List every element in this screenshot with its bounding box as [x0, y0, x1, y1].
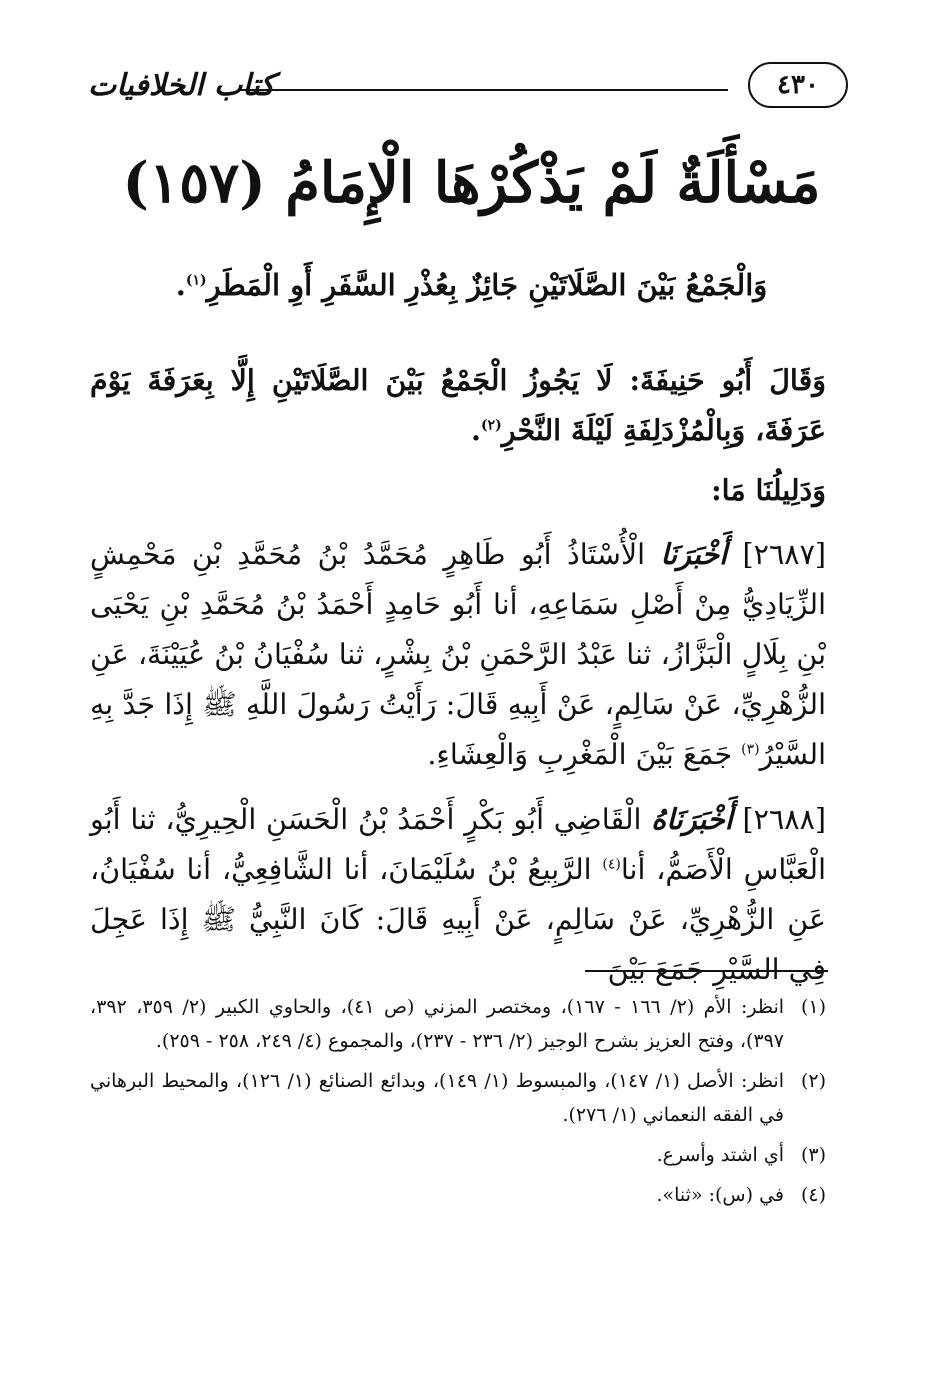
issue-statement-end: . [175, 268, 186, 302]
footnote-ref-1: (١) [185, 272, 207, 289]
hadith-2687-text-1: الْأُسْتَاذُ أَبُو طَاهِرٍ مُحَمَّدُ بْنُ مُحَمَّدِ بْنِ مَحْمِشٍ الزِّيَادِيُّ مِنْ أَصْلِ سَمَاعِهِ، أنا أَبُو حَامِدٍ أَحْمَدُ بْنُ مُحَمَّدِ بْنِ يَحْيَى بْنِ بِلَالٍ الْبَزَّازُ، ثنا عَبْدُ الرَّحْمَنِ بْنُ بِشْرٍ، ثنا سُفْيَانُ بْنُ عُيَيْنَةَ، عَنِ الزُّهْرِيِّ، عَنْ سَالِمٍ، عَنْ أَبِيهِ قَالَ: رَأَيْتُ رَسُولَ اللَّهِ ﷺ إِذَا جَدَّ بِهِ السَّيْرُ [90, 538, 826, 771]
issue-statement-text: وَالْجَمْعُ بَيْنَ الصَّلَاتَيْنِ جَائِزٌ بِعُذْرِ السَّفَرِ أَوِ الْمَطَرِ [206, 268, 768, 302]
issue-title: مَسْأَلَةٌ لَمْ يَذْكُرْهَا الْإِمَامُ (١٥٧) [122, 150, 821, 216]
footnotes [90, 990, 826, 1218]
hadith-2687-text-2: جَمَعَ بَيْنَ الْمَغْرِبِ وَالْعِشَاءِ. [427, 738, 742, 771]
hadith-2688-akhbarana: أَخْبَرَنَاهُ [651, 802, 733, 836]
footnote-ref-2: (٢) [480, 417, 502, 434]
hadith-2687-akhbarana: أَخْبَرَنَا [660, 537, 728, 571]
hadith-2688 [90, 794, 826, 995]
footnote-ref-4: (٤) [602, 856, 621, 873]
hadith-2688-text-2: الرَّبِيعُ بْنُ سُلَيْمَانَ، أنا الشَّافِعِيُّ، أنا سُفْيَانُ، عَنِ الزُّهْرِيِّ، عَنْ سَالِمٍ، عَنْ أَبِيهِ قَالَ: كَانَ النَّبِيُّ ﷺ إِذَا عَجِلَ فِي السَّيْرِ جَمَعَ بَيْنَ [90, 853, 826, 986]
footnote-1 [90, 990, 826, 1058]
abu-hanifa-text: وَقَالَ أَبُو حَنِيفَةَ: لَا يَجُوزُ الْجَمْعُ بَيْنَ الصَّلَاتَيْنِ إِلَّا بِعَرَفَةَ يَوْمَ عَرَفَةَ، وَبِالْمُزْدَلِفَةِ لَيْلَةَ النَّحْرِ [90, 363, 826, 447]
header-rule [238, 89, 728, 91]
hadith-2687-number: [٢٦٨٧] [727, 538, 826, 571]
footnote-number: (٤) [800, 1184, 826, 1206]
page-header [88, 62, 848, 112]
book-title: كتاب الخلافيات [88, 68, 275, 103]
hadith-2688-number: [٢٦٨٨] [732, 803, 826, 836]
footnote-text: في (س): «ثنا». [656, 1184, 784, 1206]
footnote-ref-3: (٣) [741, 741, 760, 758]
evidence-heading: وَدَلِيلُنَا مَا: [711, 473, 826, 507]
abu-hanifa-paragraph [90, 355, 826, 455]
footnote-3 [90, 1138, 826, 1172]
footnote-number: (٢) [800, 1070, 826, 1092]
main-text [90, 355, 826, 1005]
footnote-text: انظر: الأصل (١/ ١٤٧)، والمبسوط (١/ ١٤٩)، وبدائع الصنائع (١/ ١٢٦)، والمحيط البرهاني في الفقه النعماني (١/ ٢٧٦). [90, 1070, 784, 1126]
footnote-number: (٣) [800, 1144, 826, 1166]
hadith-2687 [90, 529, 826, 780]
issue-statement [60, 268, 883, 302]
footnote-4 [90, 1178, 826, 1212]
footnote-2 [90, 1064, 826, 1132]
hadith-2688-text-1: الْقَاضِي أَبُو بَكْرٍ أَحْمَدُ بْنُ الْحَسَنِ الْحِيرِيُّ، ثنا أَبُو الْعَبَّاسِ الْأَصَمُّ، أنا [90, 803, 826, 886]
footnote-separator [585, 970, 828, 972]
footnote-number: (١) [800, 996, 826, 1018]
footnote-text: أي اشتد وأسرع. [656, 1144, 784, 1166]
page-number: ٤٣٠ [748, 62, 848, 108]
abu-hanifa-end: . [471, 413, 481, 447]
footnote-text: انظر: الأم (٢/ ١٦٦ - ١٦٧)، ومختصر المزني (ص ٤١)، والحاوي الكبير (٢/ ٣٥٩، ٣٩٢، ٣٩٧)، وفتح العزيز بشرح الوجيز (٢/ ٢٣٦ - ٢٣٧)، والمجموع (٤/ ٢٤٩، ٢٥٨ - ٢٥٩). [90, 996, 785, 1052]
